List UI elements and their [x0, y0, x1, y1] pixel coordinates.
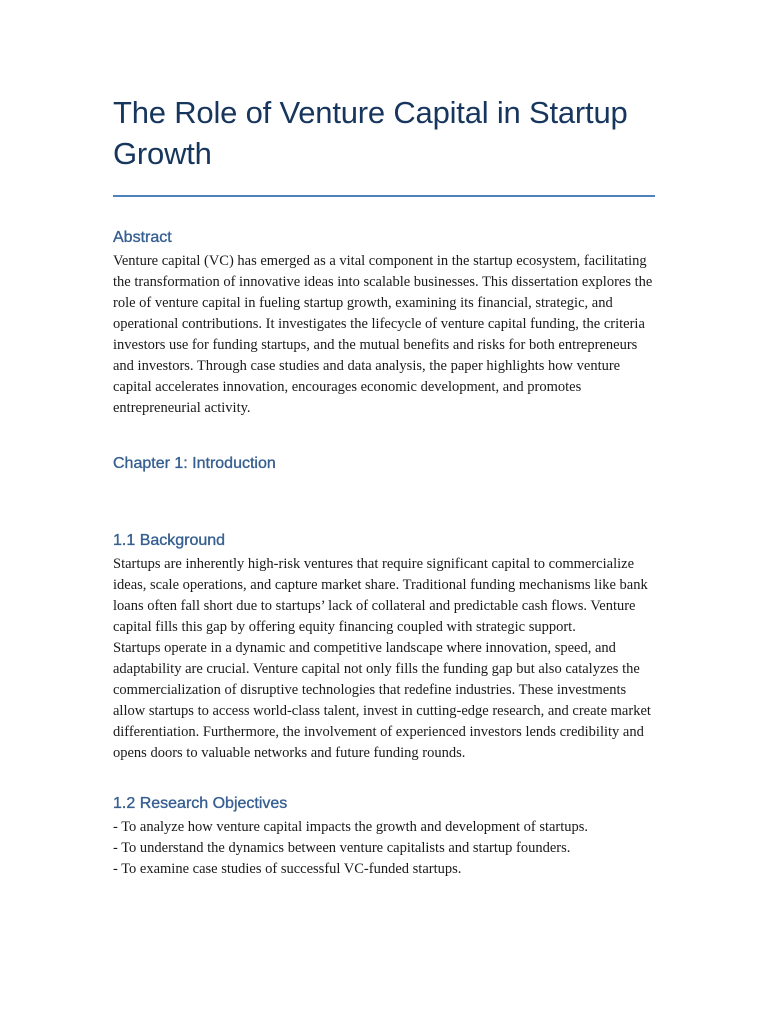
document-title: The Role of Venture Capital in Startup Growth [113, 95, 628, 171]
chapter-1-heading: Chapter 1: Introduction [113, 455, 276, 472]
background-heading: 1.1 Background [113, 532, 226, 549]
research-objectives-heading: 1.2 Research Objectives [113, 795, 288, 812]
background-paragraph: Startups are inherently high-risk ventures that require significant capital to commercialize ideas, scale operations, and capture market share. Traditional funding mechanisms like bank loans often fall short due to startups’ lack of collateral and predictable cash flows. Venture capital fills this gap by offering equity financing coupled with strategic support. [113, 556, 648, 635]
background-paragraph: Startups operate in a dynamic and competitive landscape where innovation, speed, and adaptability are crucial. Venture capital not only fills the funding gap but also catalyzes the commercialization of disruptive technologies that redefine industries. These investments allow startups to access world-class talent, invest in cutting-edge research, and create market differentiation. Furthermore, the involvement of experienced investors lends credibility and opens doors to valuable networks and future funding rounds. [113, 640, 651, 761]
list-item: - To analyze how venture capital impacts the growth and development of startups. [113, 819, 589, 835]
background-section [113, 554, 656, 764]
abstract-heading: Abstract [113, 229, 172, 246]
list-item: - To understand the dynamics between venture capitalists and startup founders. [113, 840, 571, 856]
abstract-paragraph: Venture capital (VC) has emerged as a vital component in the startup ecosystem, facilitating the transformation of innovative ideas into scalable businesses. This dissertation explores the role of venture capital in fueling startup growth, examining its financial, strategic, and operational contributions. It investigates the lifecycle of venture capital funding, the criteria investors use for funding startups, and the mutual benefits and risks for both entrepreneurs and investors. Through case studies and data analysis, the paper highlights how venture capital accelerates innovation, encourages economic development, and promotes entrepreneurial activity. [113, 253, 653, 416]
research-objectives-list [113, 817, 656, 880]
title-underline [113, 195, 655, 197]
list-item: - To examine case studies of successful VC-funded startups. [113, 861, 462, 877]
